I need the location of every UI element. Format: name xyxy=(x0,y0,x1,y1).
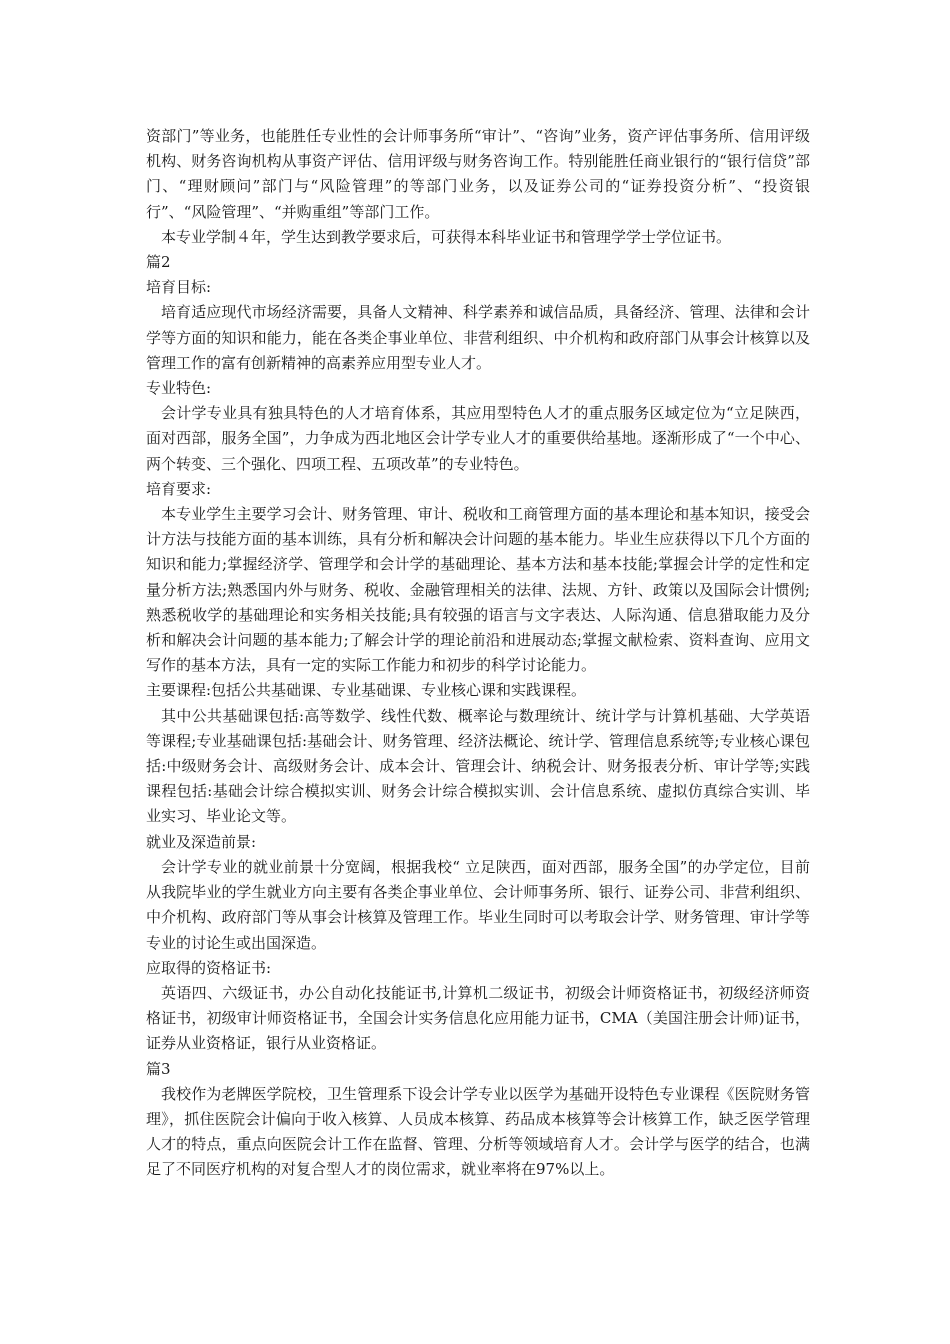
paragraph-continued: 资部门”等业务，也能胜任专业性的会计师事务所“审计”、“咨询”业务，资产评估事务所、信用评级机构、财务咨询机构从事资产评估、信用评级与财务咨询工作。特别能胜任商业银行的“银行信贷”部门、“理财顾问”部门与“风险管理”的等部门业务，以及证券公司的“证券投资分析”、“投资银行”、“风险管理”、“并购重组”等部门工作。 xyxy=(146,127,810,221)
heading-certificates: 应取得的资格证书: xyxy=(146,958,272,977)
paragraph-features: 会计学专业具有独具特色的人才培育体系，其应用型特色人才的重点服务区域定位为“立足陕西，面对西部，服务全国”，力争成为西北地区会计学专业人才的重要供给基地。逐渐形成了“一个中心、两个转变、三个强化、四项工程、五项改革”的专业特色。 xyxy=(146,404,810,473)
paragraph-requirements: 本专业学生主要学习会计、财务管理、审计、税收和工商管理方面的基本理论和基本知识，接受会计方法与技能方面的基本训练，具有分析和解决会计问题的基本能力。毕业生应获得以下几个方面的知识和能力;掌握经济学、管理学和会计学的基础理论、基本方法和基本技能;掌握会计学的定性和定量分析方法;熟悉国内外与财务、税收、金融管理相关的法律、法规、方针、政策以及国际会计惯例;熟悉税收学的基础理论和实务相关技能;具有较强的语言与文字表达、人际沟通、信息猎取能力及分析和解决会计问题的基本能力;了解会计学的理论前沿和进展动态;掌握文献检索、资料查询、应用文写作的基本方法，具有一定的实际工作能力和初步的科学讨论能力。 xyxy=(146,505,810,675)
heading-career: 就业及深造前景: xyxy=(146,832,257,851)
section-heading-part3: 篇3 xyxy=(146,1059,171,1078)
paragraph-certificates: 英语四、六级证书，办公自动化技能证书,计算机二级证书，初级会计师资格证书，初级经济师资格证书，初级审计师资格证书，全国会计实务信息化应用能力证书，CMA（美国注册会计师)证书，证券从业资格证，银行从业资格证。 xyxy=(146,983,810,1053)
document-page xyxy=(146,124,810,1183)
paragraph-career: 会计学专业的就业前景十分宽阔，根据我校“ 立足陕西，面对西部，服务全国”的办学定位，目前从我院毕业的学生就业方向主要有各类企事业单位、会计师事务所、银行、证券公司、非营利组织、中介机构、政府部门等从事会计核算及管理工作。毕业生同时可以考取会计学、财务管理、审计学等专业的讨论生或出国深造。 xyxy=(146,857,810,952)
paragraph-training-goal: 培育适应现代市场经济需要，具备人文精神、科学素养和诚信品质，具备经济、管理、法律和会计学等方面的知识和能力，能在各类企事业单位、非营利组织、中介机构和政府部门从事会计核算以及管理工作的富有创新精神的高素养应用型专业人才。 xyxy=(146,303,810,372)
paragraph-medical-accounting: 我校作为老牌医学院校，卫生管理系下设会计学专业以医学为基础开设特色专业课程《医院财务管理》，抓住医院会计偏向于收入核算、人员成本核算、药品成本核算等会计核算工作，缺乏医学管理人才的特点，重点向医院会计工作在监督、管理、分析等领域培育人才。会计学与医学的结合，也满足了不同医疗机构的对复合型人才的岗位需求，就业率将在97%以上。 xyxy=(146,1084,810,1179)
heading-requirements: 培育要求: xyxy=(146,479,212,498)
heading-features: 专业特色: xyxy=(146,379,212,398)
section-heading-part2: 篇2 xyxy=(146,253,171,272)
heading-main-courses: 主要课程:包括公共基础课、专业基础课、专业核心课和实践课程。 xyxy=(146,681,587,700)
heading-training-goal: 培育目标: xyxy=(146,278,212,297)
paragraph-courses: 其中公共基础课包括:高等数学、线性代数、概率论与数理统计、统计学与计算机基础、大学英语等课程;专业基础课包括:基础会计、财务管理、经济法概论、统计学、管理信息系统等;专业核心课包括:中级财务会计、高级财务会计、成本会计、管理会计、纳税会计、财务报表分析、审计学等;实践课程包括:基础会计综合模拟实训、财务会计综合模拟实训、会计信息系统、虚拟仿真综合实训、毕业实习、毕业论文等。 xyxy=(146,706,810,826)
paragraph-duration: 本专业学制４年，学生达到教学要求后，可获得本科毕业证书和管理学学士学位证书。 xyxy=(161,227,732,246)
